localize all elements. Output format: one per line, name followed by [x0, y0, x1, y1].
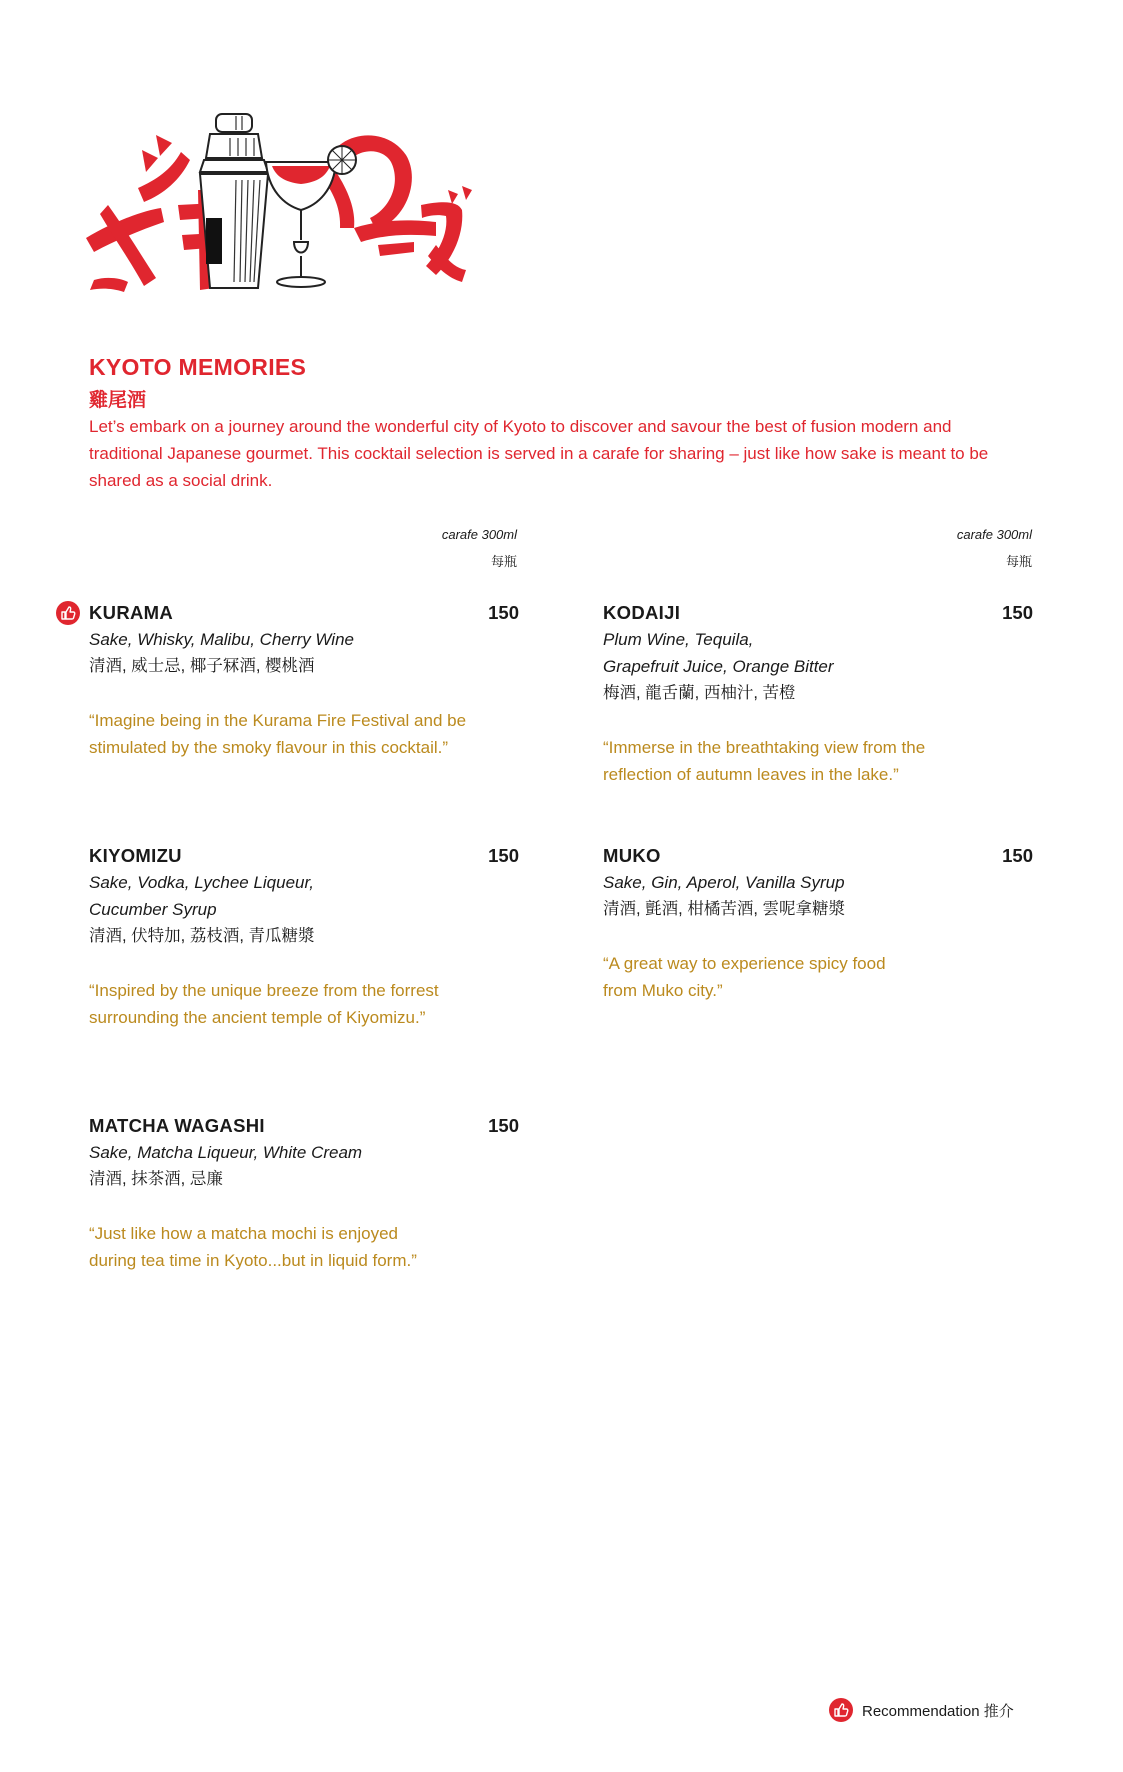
item-ingredients: Sake, Whisky, Malibu, Cherry Wine — [89, 630, 354, 649]
kyoto-memories-logo — [86, 110, 516, 315]
item-price: 150 — [488, 602, 519, 623]
item-price: 150 — [1002, 845, 1033, 866]
item-description-quote: “A great way to experience spicy food from Muko city.” — [603, 954, 886, 1000]
section-intro: Let’s embark on a journey around the wonderful city of Kyoto to discover and savour the best of fusion modern and traditional Japanese gourmet. This cocktail selection is served in a carafe for sharing – just like how sake is meant to be shared as a social drink. — [89, 417, 989, 490]
item-name: MATCHA WAGASHI — [89, 1115, 265, 1136]
item-price: 150 — [1002, 602, 1033, 623]
recommendation-thumbs-up-icon — [56, 601, 80, 625]
item-ingredients-chinese: 清酒, 抹茶酒, 忌廉 — [89, 1170, 223, 1188]
item-ingredients-chinese: 梅酒, 龍舌蘭, 西柚汁, 苦橙 — [603, 684, 796, 702]
item-ingredients: Sake, Vodka, Lychee Liqueur, Cucumber Syrup — [89, 873, 314, 919]
item-name: KURAMA — [89, 602, 174, 623]
item-price: 150 — [488, 845, 519, 866]
menu-item-kodaiji — [603, 599, 1033, 788]
item-ingredients-chinese: 清酒, 伏特加, 荔枝酒, 青瓜糖漿 — [89, 927, 315, 945]
section-title-chinese: 雞尾酒 — [89, 390, 147, 411]
item-price: 150 — [488, 1115, 519, 1136]
item-ingredients: Sake, Matcha Liqueur, White Cream — [89, 1143, 363, 1162]
item-name: KIYOMIZU — [89, 845, 182, 866]
menu-item-kurama — [89, 599, 519, 761]
item-description-quote: “Imagine being in the Kurama Fire Festival and be stimulated by the smoky flavour in this cocktail.” — [89, 711, 467, 757]
cocktail-shaker-icon — [200, 114, 268, 288]
left-column-size-label: carafe 300ml — [441, 527, 517, 542]
calligraphy-brush-strokes — [86, 135, 472, 292]
right-column-size-label-chinese: 每瓶 — [1005, 554, 1032, 569]
item-ingredients: Sake, Gin, Aperol, Vanilla Syrup — [603, 873, 845, 892]
item-ingredients: Plum Wine, Tequila, Grapefruit Juice, Orange Bitter — [603, 630, 834, 676]
menu-item-muko — [603, 842, 1033, 1004]
left-column-size-label-chinese: 每瓶 — [490, 554, 517, 569]
item-name: MUKO — [603, 845, 661, 866]
item-name: KODAIJI — [603, 602, 681, 623]
item-description-quote: “Immerse in the breathtaking view from the reflection of autumn leaves in the lake.” — [603, 738, 926, 784]
section-title: KYOTO MEMORIES — [89, 354, 307, 380]
item-description-quote: “Inspired by the unique breeze from the forrest surrounding the ancient temple of Kiyomizu.” — [89, 981, 439, 1027]
item-description-quote: “Just like how a matcha mochi is enjoyed during tea time in Kyoto...but in liquid form.” — [89, 1224, 417, 1270]
item-ingredients-chinese: 清酒, 氈酒, 柑橘苦酒, 雲呢拿糖漿 — [603, 900, 846, 918]
item-ingredients-chinese: 清酒, 威士忌, 椰子冧酒, 樱桃酒 — [89, 657, 315, 675]
thumbs-up-icon — [829, 1698, 853, 1722]
recommendation-legend-label: Recommendation 推介 — [862, 1703, 1014, 1720]
menu-item-kiyomizu — [89, 842, 519, 1031]
menu-item-matcha-wagashi — [89, 1112, 519, 1274]
right-column-size-label: carafe 300ml — [956, 527, 1032, 542]
